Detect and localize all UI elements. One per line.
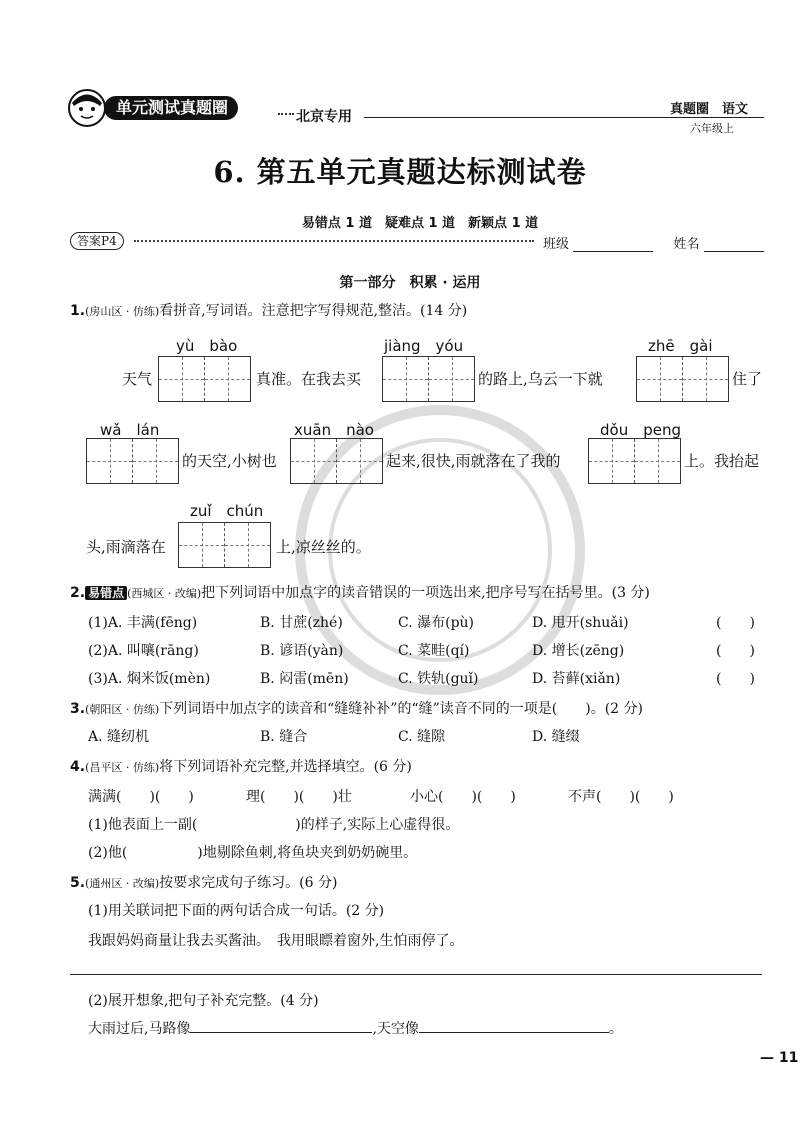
- section-heading: 第一部分 积累 · 运用: [339, 275, 481, 291]
- header-dots: [278, 113, 294, 115]
- header-sub: 北京专用: [296, 109, 352, 125]
- answer-grid[interactable]: [636, 356, 729, 402]
- class-field[interactable]: [573, 237, 653, 252]
- header-rule: [364, 117, 764, 118]
- q4-heading: 4.(昌平区 · 仿练)将下列词语补充完整,并选择填空。(6 分): [70, 759, 412, 775]
- q1-text-8: 头,雨滴落在: [86, 538, 166, 556]
- q4-sentence-1: (1)他表面上一副( )的样子,实际上心虚得很。: [88, 817, 460, 833]
- header-brand: 真题圈 语文: [670, 102, 749, 117]
- q3-heading: 3.(朝阳区 · 仿练)下列词语中加点字的读音和“缝缝补补”的“缝”读音不同的一项是( )。(2 分): [70, 701, 643, 717]
- q5-part-1-text: 我跟妈妈商量让我去买酱油。 我用眼瞟着窗外,生怕雨停了。: [88, 933, 464, 949]
- q1-text-4: 住了: [732, 370, 763, 388]
- answer-grid[interactable]: [588, 438, 681, 484]
- pinyin-4: wǎ lán: [100, 421, 160, 439]
- name-label: 姓名: [673, 237, 700, 252]
- answer-grid[interactable]: [86, 438, 179, 484]
- pinyin-5: xuān nào: [294, 421, 374, 439]
- q5-part-2-text: 大雨过后,马路像 ,天空像 。: [88, 1021, 623, 1037]
- answer-grid[interactable]: [382, 356, 475, 402]
- q5-heading: 5.(通州区 · 改编)按要求完成句子练习。(6 分): [70, 875, 338, 891]
- q1-text-3: 的路上,乌云一下就: [478, 370, 603, 388]
- answer-blank[interactable]: [419, 1032, 609, 1033]
- answer-ref: 答案P4: [70, 232, 124, 250]
- q1-text-7: 上。我抬起: [684, 452, 760, 470]
- pinyin-6: dǒu peng: [600, 421, 681, 439]
- class-label: 班级: [543, 237, 570, 252]
- q1-text-5: 的天空,小树也: [182, 452, 277, 470]
- answer-grid[interactable]: [158, 356, 251, 402]
- q1-text-9: 上,凉丝丝的。: [276, 538, 371, 556]
- error-prone-tag: 易错点: [85, 586, 127, 600]
- pinyin-3: zhē gài: [648, 337, 713, 355]
- mascot-icon: [66, 88, 108, 128]
- answer-grid[interactable]: [290, 438, 383, 484]
- header-grade: 六年级上: [690, 122, 734, 135]
- q5-part-2: (2)展开想象,把句子补充完整。(4 分): [88, 993, 319, 1009]
- pinyin-1: yù bào: [176, 337, 238, 355]
- pinyin-2: jiàng yóu: [384, 337, 464, 355]
- q1-text-1: 天气: [122, 370, 153, 388]
- pinyin-7: zuǐ chún: [190, 502, 264, 520]
- answer-grid[interactable]: [178, 522, 271, 568]
- name-field[interactable]: [704, 237, 764, 252]
- header-badge: [66, 88, 276, 128]
- difficulty-stats: 易错点 1 道 疑难点 1 道 新颖点 1 道: [301, 216, 539, 231]
- q4-sentence-2: (2)他( )地剔除鱼刺,将鱼块夹到奶奶碗里。: [88, 845, 418, 861]
- q1-text-6: 起来,很快,雨就落在了我的: [386, 452, 561, 470]
- page-number: — 11: [760, 1050, 799, 1066]
- answer-blank[interactable]: [190, 1032, 372, 1033]
- q2-heading: 2. 易错点 (西城区 · 改编)把下列词语中加点字的读音错误的一项选出来,把序号写在括号里。(3 分): [70, 585, 650, 601]
- q1-text-2: 真准。在我去买: [256, 370, 362, 388]
- q1-heading: 1.(房山区 · 仿练)看拼音,写词语。注意把字写得规范,整洁。(14 分): [70, 303, 468, 319]
- answer-line[interactable]: [70, 974, 762, 975]
- page-title: 6. 第五单元真题达标测试卷: [213, 155, 587, 189]
- class-name-fields: [543, 233, 764, 252]
- badge-title: 单元测试真题圈: [104, 96, 238, 120]
- dotted-rule: [134, 240, 534, 242]
- q5-part-1: (1)用关联词把下面的两句话合成一句话。(2 分): [88, 903, 385, 919]
